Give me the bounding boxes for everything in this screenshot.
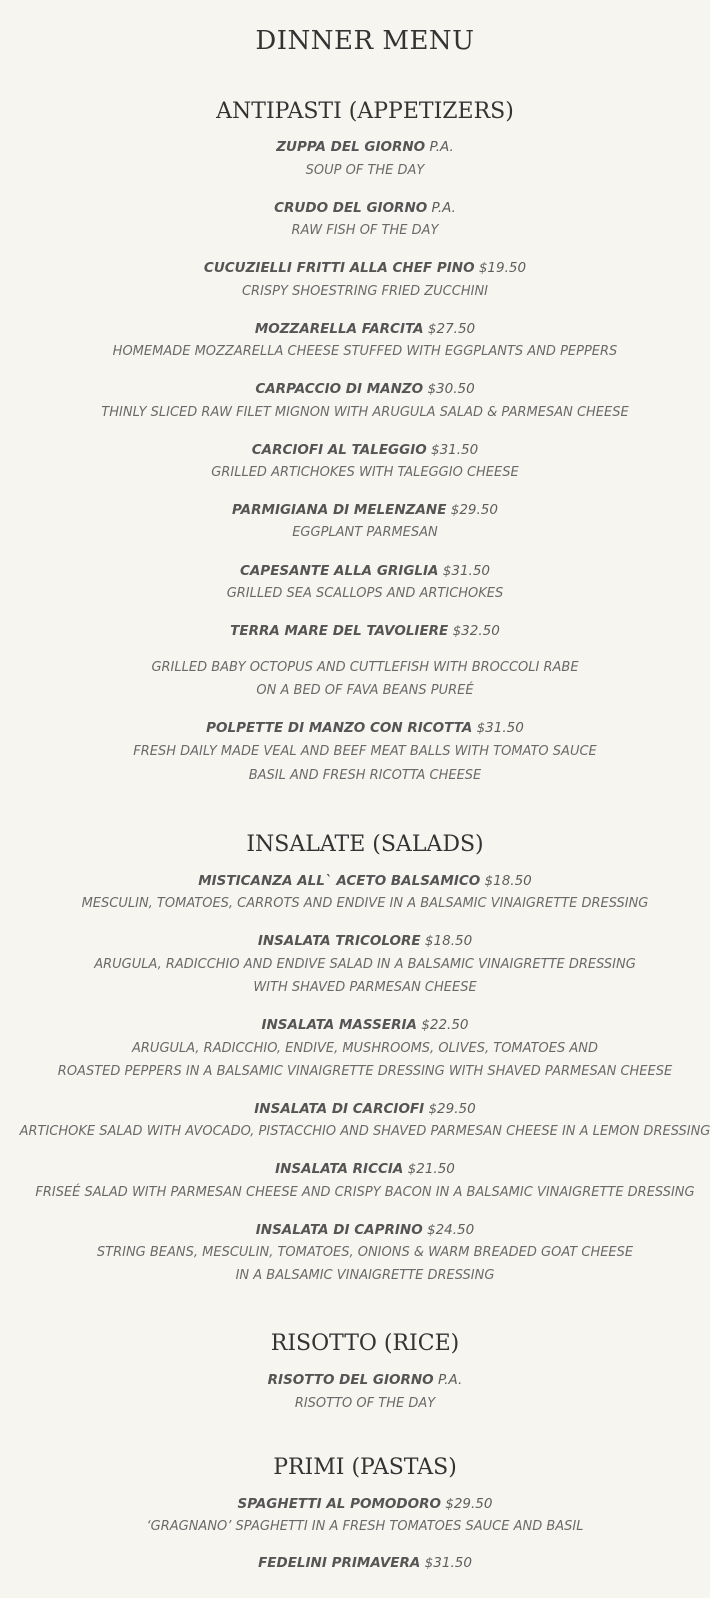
- item-price: $29.50: [450, 502, 498, 518]
- item-name-line: [0, 1372, 710, 1388]
- item-name-line: [0, 442, 710, 458]
- item-name-line: [0, 502, 710, 518]
- item-name: CAPESANTE ALLA GRIGLIA: [239, 563, 439, 579]
- item-description: SOUP OF THE DAY: [305, 163, 425, 178]
- item-name-line: [0, 1101, 710, 1117]
- item-name-line: [0, 563, 710, 579]
- item-description: ‘GRAGNANO’ SPAGHETTI IN A FRESH TOMATOES SAUCE AND BASIL: [146, 1519, 584, 1534]
- menu-title: DINNER MENU: [255, 26, 475, 56]
- item-name-line: [0, 933, 710, 949]
- item-description: ARTICHOKE SALAD WITH AVOCADO, PISTACCHIO AND SHAVED PARMESAN CHEESE IN A LEMON DRESSING: [19, 1124, 710, 1139]
- item-price: $31.50: [442, 563, 491, 579]
- item-name: INSALATA TRICOLORE: [257, 933, 421, 949]
- item-name: CARCIOFI AL TALEGGIO: [251, 442, 427, 458]
- item-description: ARUGULA, RADICCHIO AND ENDIVE SALAD IN A BALSAMIC VINAIGRETTE DRESSING: [94, 957, 636, 972]
- item-description: WITH SHAVED PARMESAN CHEESE: [253, 980, 477, 995]
- item-description: GRILLED BABY OCTOPUS AND CUTTLEFISH WITH BROCCOLI RABE: [151, 660, 579, 675]
- item-name: INSALATA MASSERIA: [261, 1017, 417, 1033]
- item-description: GRILLED SEA SCALLOPS AND ARTICHOKES: [226, 586, 504, 601]
- item-description: RISOTTO OF THE DAY: [294, 1396, 436, 1411]
- item-description: THINLY SLICED RAW FILET MIGNON WITH ARUGULA SALAD & PARMESAN CHEESE: [101, 405, 629, 420]
- item-name-line: [0, 1161, 710, 1177]
- item-price: $31.50: [431, 442, 479, 458]
- item-price: $24.50: [426, 1222, 475, 1238]
- item-name-line: [0, 1496, 710, 1512]
- item-description: BASIL AND FRESH RICOTTA CHEESE: [248, 768, 482, 783]
- item-name-line: [0, 200, 710, 216]
- item-price: P.A.: [431, 200, 456, 216]
- item-price: $18.50: [484, 873, 532, 889]
- item-name-line: [0, 321, 710, 337]
- item-price: $18.50: [424, 933, 473, 949]
- item-description: RAW FISH OF THE DAY: [291, 223, 439, 238]
- item-name: ZUPPA DEL GIORNO: [276, 139, 426, 155]
- item-price: P.A.: [437, 1372, 463, 1388]
- item-name: INSALATA RICCIA: [275, 1161, 404, 1177]
- item-description: MESCULIN, TOMATOES, CARROTS AND ENDIVE IN A BALSAMIC VINAIGRETTE DRESSING: [81, 896, 649, 911]
- item-price: $32.50: [452, 623, 500, 639]
- section-title-risotto: RISOTTO (RICE): [270, 1331, 460, 1356]
- item-name-line: [0, 381, 710, 397]
- item-description: EGGPLANT PARMESAN: [292, 525, 438, 540]
- item-description: ON A BED OF FAVA BEANS PUREÉ: [256, 683, 474, 698]
- item-description: ROASTED PEPPERS IN A BALSAMIC VINAIGRETTE DRESSING WITH SHAVED PARMESAN CHEESE: [57, 1064, 673, 1079]
- item-name-line: [0, 720, 710, 736]
- item-name-line: [0, 1222, 710, 1238]
- item-name-line: [0, 1555, 710, 1571]
- item-description: ARUGULA, RADICCHIO, ENDIVE, MUSHROOMS, OLIVES, TOMATOES AND: [132, 1041, 598, 1056]
- item-name: POLPETTE DI MANZO CON RICOTTA: [206, 720, 473, 736]
- item-description: FRISEÉ SALAD WITH PARMESAN CHEESE AND CRISPY BACON IN A BALSAMIC VINAIGRETTE DRESSING: [35, 1185, 695, 1200]
- item-name: SPAGHETTI AL POMODORO: [237, 1496, 441, 1512]
- item-name: MISTICANZA ALL` ACETO BALSAMICO: [198, 873, 481, 889]
- item-price: $31.50: [424, 1555, 472, 1571]
- item-price: $31.50: [476, 720, 524, 736]
- item-name: RISOTTO DEL GIORNO: [267, 1372, 434, 1388]
- section-title-insalate: INSALATE (SALADS): [246, 832, 484, 857]
- item-description: CRISPY SHOESTRING FRIED ZUCCHINI: [241, 284, 489, 299]
- item-name-line: [0, 623, 710, 639]
- item-price: P.A.: [429, 139, 454, 155]
- item-name: TERRA MARE DEL TAVOLIERE: [230, 623, 449, 639]
- item-name: INSALATA DI CAPRINO: [255, 1222, 423, 1238]
- item-price: $27.50: [427, 321, 476, 337]
- item-price: $21.50: [407, 1161, 455, 1177]
- item-price: $19.50: [478, 260, 527, 276]
- item-price: $29.50: [428, 1101, 476, 1117]
- item-price: $30.50: [427, 381, 475, 397]
- item-name: FEDELINI PRIMAVERA: [258, 1555, 421, 1571]
- item-price: $22.50: [421, 1017, 469, 1033]
- item-description: GRILLED ARTICHOKES WITH TALEGGIO CHEESE: [211, 465, 519, 480]
- item-description: STRING BEANS, MESCULIN, TOMATOES, ONIONS & WARM BREADED GOAT CHEESE: [96, 1245, 634, 1260]
- item-name-line: [0, 139, 710, 155]
- section-title-primi: PRIMI (PASTAS): [273, 1455, 457, 1480]
- item-description: IN A BALSAMIC VINAIGRETTE DRESSING: [235, 1268, 495, 1283]
- item-name: CARPACCIO DI MANZO: [255, 381, 424, 397]
- section-title-antipasti: ANTIPASTI (APPETIZERS): [216, 99, 514, 124]
- item-name: MOZZARELLA FARCITA: [254, 321, 424, 337]
- item-name-line: [0, 260, 710, 276]
- item-name: CUCUZIELLI FRITTI ALLA CHEF PINO: [203, 260, 475, 276]
- item-name-line: [0, 1017, 710, 1033]
- item-name: PARMIGIANA DI MELENZANE: [232, 502, 447, 518]
- item-name-line: [0, 873, 710, 889]
- item-name: CRUDO DEL GIORNO: [274, 200, 428, 216]
- item-description: HOMEMADE MOZZARELLA CHEESE STUFFED WITH EGGPLANTS AND PEPPERS: [112, 344, 618, 359]
- item-price: $29.50: [445, 1496, 493, 1512]
- item-description: FRESH DAILY MADE VEAL AND BEEF MEAT BALLS WITH TOMATO SAUCE: [133, 744, 597, 759]
- item-name: INSALATA DI CARCIOFI: [254, 1101, 425, 1117]
